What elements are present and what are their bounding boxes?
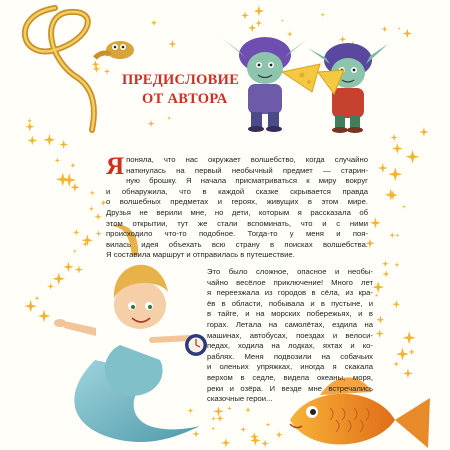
sparkle-icon — [320, 12, 325, 17]
sparkle-icon — [27, 136, 37, 146]
sparkle-icon — [38, 310, 51, 323]
text-line: о волшебных предметах и героях, живущих в этом мире. — [106, 197, 368, 207]
sparkle-icon — [70, 183, 80, 193]
sparkle-icon — [408, 349, 415, 356]
sparkle-icon — [376, 316, 384, 324]
sparkle-icon — [44, 134, 56, 146]
sparkle-icon — [392, 143, 403, 154]
sparkle-icon — [381, 26, 387, 32]
sparkle-icon — [211, 416, 216, 421]
text-line: машинах, автобусах, поездах и велоси- — [207, 330, 373, 340]
text-line: реки и озёра. И везде мне встречались — [207, 383, 373, 393]
sparkle-icon — [406, 150, 420, 164]
sparkle-icon — [240, 426, 246, 432]
text-line: ную брошку. Я начала присматриваться к миру вокруг — [126, 176, 368, 186]
sparkle-icon — [227, 406, 232, 411]
sparkle-icon — [70, 163, 76, 169]
sparkle-icon — [394, 262, 399, 267]
sparkle-icon — [63, 173, 77, 187]
title-line-1: ПРЕДИСЛОВИЕ — [122, 72, 240, 88]
text-line: верхом в седле, видела океаны, моря, — [207, 372, 373, 382]
sparkle-icon — [213, 406, 223, 416]
text-line: вилась идея объехать всю страну в поисках волшебства. — [106, 239, 368, 249]
sparkle-icon — [104, 68, 110, 74]
sparkle-icon — [27, 118, 32, 123]
title-line-2: ОТ АВТОРА — [142, 91, 228, 107]
sparkle-icon — [245, 407, 251, 413]
sparkle-icon — [390, 134, 398, 142]
text-line: этом открытии, тут же стали вспоминать, что и с ними — [106, 218, 368, 228]
sparkle-icon — [287, 31, 293, 37]
paragraph-1 — [106, 155, 368, 261]
text-line: и оленьих упряжках, иногда я скакала — [207, 362, 373, 372]
sparkle-icon — [372, 281, 384, 293]
text-line: и обнаружила, что в каждой сказке скрывается правда — [106, 186, 368, 196]
sparkle-icon — [397, 27, 400, 30]
sparkle-icon — [393, 361, 399, 367]
text-line: я переезжала из городов в сёла, из кра- — [207, 288, 373, 298]
sparkle-icon — [89, 206, 95, 212]
text-line: сказочные герои... — [207, 394, 273, 404]
sparkle-icon — [281, 19, 284, 22]
sparkle-icon — [389, 232, 395, 238]
sparkle-icon — [248, 24, 257, 33]
sparkle-icon — [63, 262, 73, 272]
text-line: Это было сложное, опасное и необы- — [207, 267, 373, 276]
sparkle-icon — [378, 163, 388, 173]
sparkle-icon — [55, 158, 61, 164]
sparkle-icon — [261, 440, 269, 448]
sparkle-icon — [59, 140, 68, 149]
sparkle-icon — [392, 300, 400, 308]
sparkle-icon — [388, 167, 402, 181]
sparkle-icon — [53, 273, 65, 285]
sparkle-icon — [73, 249, 77, 253]
sparkle-icon — [265, 422, 270, 427]
sparkle-icon — [92, 65, 100, 73]
sparkle-icon — [147, 120, 154, 127]
sparkle-icon — [396, 348, 409, 361]
text-line: происходило что-то подобное. Тогда-то у меня и поя- — [106, 229, 368, 239]
sparkle-icon — [168, 40, 176, 48]
sparkle-icon — [167, 116, 171, 120]
sparkle-icon — [91, 60, 99, 68]
page-title — [122, 71, 272, 109]
golden-snake-illustration — [25, 8, 134, 130]
text-line: Друзья не верили мне, но дети, которым я рассказала об — [106, 207, 368, 217]
sparkle-icon — [419, 127, 429, 137]
sparkle-icon — [75, 265, 83, 273]
sparkle-icon — [403, 368, 413, 378]
sparkle-icon — [24, 300, 37, 313]
paragraph-2 — [207, 267, 373, 405]
sparkle-icon — [395, 233, 399, 237]
sparkle-icon — [25, 122, 34, 131]
sparkle-icon — [385, 189, 397, 201]
drop-cap: Я — [106, 153, 125, 180]
sparkle-icon — [89, 190, 95, 196]
sparkle-icon — [73, 229, 79, 235]
sparkle-icon — [187, 408, 193, 414]
text-line: в тайге, и на морских побережьях, и в — [207, 309, 373, 319]
sparkle-icon — [375, 329, 384, 338]
sparkle-icon — [151, 19, 158, 26]
text-line: наткнулась на первый необычный предмет — старин- — [126, 165, 368, 175]
sparkle-icon — [375, 293, 379, 297]
sparkle-icon — [382, 260, 389, 267]
sparkle-icon — [47, 283, 54, 290]
sparkle-icon — [382, 270, 390, 278]
sparkle-icon — [402, 205, 406, 209]
sparkle-icon — [339, 36, 346, 43]
sparkle-icon — [370, 217, 381, 228]
text-line: горах. Летала на самолётах, ездила на — [207, 319, 373, 329]
text-line: педах, ходила на лодках, яхтах и ко- — [207, 341, 373, 351]
sparkle-icon — [276, 431, 283, 438]
text-line: чайно весёлое приключение! Много лет — [207, 277, 373, 287]
sparkle-icon — [221, 438, 230, 447]
sparkle-icon — [95, 230, 101, 236]
sparkle-icon — [402, 331, 415, 344]
sparkle-icon — [216, 415, 223, 422]
text-line: ёв в области, побывала и в пустыне, и — [207, 298, 373, 308]
sparkle-icon — [94, 213, 102, 221]
sparkle-icon — [241, 11, 249, 19]
text-line: поняла, что нас окружает волшебство, когда случайно — [126, 155, 368, 164]
sparkle-icon — [211, 426, 215, 430]
sparkle-icon — [253, 6, 264, 17]
sparkle-icon — [192, 430, 200, 438]
sparkle-icon — [34, 296, 39, 301]
text-line: раблях. Меня подвозили на собачьих — [207, 351, 373, 361]
text-line: Я составила маршрут и отправилась в путешествие. — [106, 250, 295, 260]
sparkle-icon — [255, 19, 262, 26]
